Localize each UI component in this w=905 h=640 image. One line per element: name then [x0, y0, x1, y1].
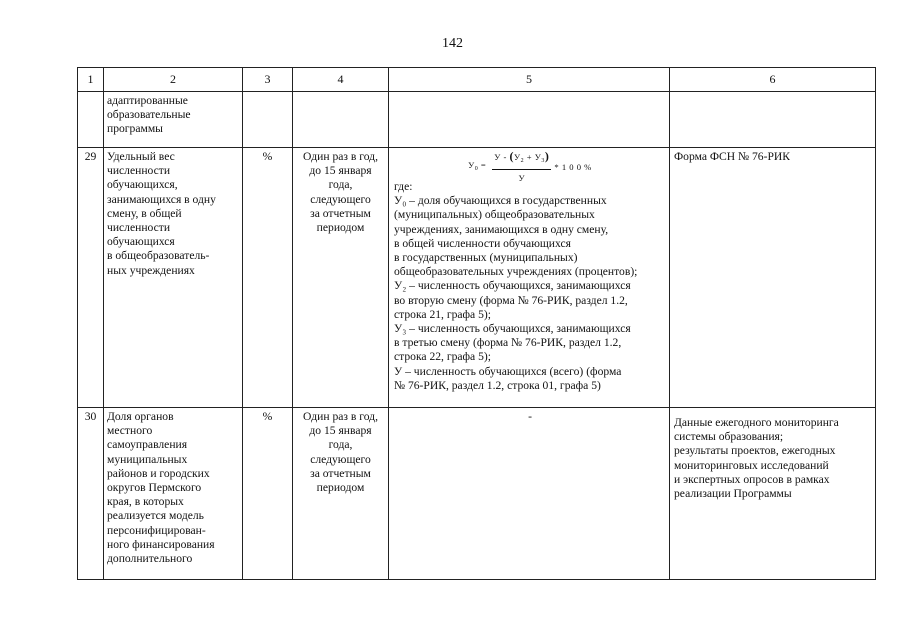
text-line: результаты проектов, ежегодных [674, 444, 836, 458]
text-line: занимающихся в одну [107, 192, 216, 206]
text-line: в государственных (муниципальных) [394, 251, 578, 265]
text-line: за отчетным [310, 206, 371, 220]
text-line: года, [328, 178, 353, 192]
text-line: районов и городских [107, 466, 210, 480]
text-line: численности [107, 164, 171, 178]
formula-symbol: У [514, 151, 521, 162]
text-line: мониторинговых исследований [674, 458, 829, 472]
formula-subscript: 2 [520, 157, 525, 164]
row-number: 29 [78, 148, 104, 408]
indicator-name [104, 148, 243, 408]
text-line: дополнительного [107, 552, 193, 566]
formula-lhs [468, 158, 486, 176]
formula-paren: ( [509, 148, 515, 163]
formula-operator: + [526, 151, 533, 162]
source-cell [670, 408, 876, 580]
text-line: Удельный вес [107, 150, 175, 163]
method-cell [389, 148, 670, 408]
text-line: Один раз в год, [303, 410, 378, 423]
text-line: программы [107, 122, 163, 136]
formula-denominator: У [518, 173, 526, 183]
formula-fraction [492, 149, 551, 185]
text-line: и экспертных опросов в рамках [674, 472, 830, 486]
text-line: У₃ – численность обучающихся, занимающихся [394, 322, 631, 336]
text-line: образовательные [107, 108, 191, 122]
formula-paren: ) [544, 148, 550, 163]
unit-cell: % [243, 148, 293, 408]
table-row [78, 148, 876, 408]
text-line: У – численность обучающихся (всего) (форма [394, 364, 622, 378]
text-line: за отчетным [310, 466, 371, 480]
text-line: смену, в общей [107, 206, 182, 220]
row-number: 30 [78, 408, 104, 580]
source-cell [670, 148, 876, 408]
text-line: учреждениях, занимающихся в одну смену, [394, 222, 609, 236]
unit-cell: % [243, 408, 293, 580]
calculation-formula [394, 148, 666, 183]
column-header: 6 [670, 68, 876, 92]
formula-multiplier: * 1 0 0 % [554, 161, 592, 172]
column-header: 2 [104, 68, 243, 92]
table-row [78, 92, 876, 148]
table-header-row [78, 68, 876, 92]
text-line: (муниципальных) общеобразовательных [394, 208, 595, 222]
column-header: 4 [293, 68, 389, 92]
frequency-cell [293, 408, 389, 580]
column-header: 3 [243, 68, 293, 92]
text-line: года, [328, 438, 353, 452]
text-line: реализуется модель [107, 509, 204, 523]
text-line: следующего [310, 192, 371, 206]
row-number [78, 92, 104, 148]
text-line: Данные ежегодного мониторинга [674, 416, 839, 429]
source-cell [670, 92, 876, 148]
text-line: У₀ – доля обучающихся в государственных [394, 194, 607, 208]
formula-equals: = [480, 159, 487, 170]
text-line: строка 21, графа 5); [394, 307, 491, 321]
text-line: края, в которых [107, 495, 184, 509]
text-line: У₂ – численность обучающихся, занимающихся [394, 279, 631, 293]
text-line: во вторую смену (форма № 76-РИК, раздел 1.2, [394, 293, 628, 307]
text-line: в третью смену (форма № 76-РИК, раздел 1.2, [394, 336, 622, 350]
text-line: № 76-РИК, раздел 1.2, строка 01, графа 5) [394, 378, 601, 392]
method-cell [389, 408, 670, 580]
text-line: строка 22, графа 5); [394, 350, 491, 364]
text-line: обучающихся, [107, 178, 178, 192]
text-line: адаптированные [107, 94, 188, 107]
text-line: самоуправления [107, 438, 188, 452]
text-line: реализации Программы [674, 487, 792, 501]
text-line: Форма ФСН № 76-РИК [674, 150, 791, 163]
column-header: 5 [389, 68, 670, 92]
text-line: муниципальных [107, 452, 188, 466]
formula-subscript: 0 [474, 165, 479, 172]
unit-cell [243, 92, 293, 148]
text-line: ного финансирования [107, 537, 215, 551]
formula-symbol: У [494, 151, 501, 162]
frequency-cell [293, 92, 389, 148]
formula-operator: - [503, 151, 507, 162]
text-line: в общеобразователь- [107, 249, 210, 263]
text-line: Один раз в год, [303, 150, 378, 163]
text-line: обучающихся [107, 235, 175, 249]
dash-placeholder: - [528, 410, 532, 423]
method-cell [389, 92, 670, 148]
formula-symbol: У [468, 159, 475, 170]
formula-symbol: У [534, 151, 542, 162]
text-line: до 15 января [309, 164, 372, 178]
text-line: персонифицирован- [107, 523, 206, 537]
table-row [78, 408, 876, 580]
text-line: периодом [316, 481, 365, 495]
text-line: общеобразовательных учреждениях (процентов); [394, 265, 638, 279]
indicators-table [77, 67, 876, 580]
indicator-name [104, 92, 243, 148]
text-line: ных учреждениях [107, 263, 195, 277]
page-number: 142 [442, 36, 463, 51]
indicator-name [104, 408, 243, 580]
column-header: 1 [78, 68, 104, 92]
text-line: Доля органов [107, 410, 174, 423]
text-line: округов Пермского [107, 481, 202, 495]
formula-subscript: 3 [541, 157, 545, 164]
text-line: следующего [310, 452, 371, 466]
text-line: местного [107, 424, 153, 438]
frequency-cell [293, 148, 389, 408]
text-line: до 15 января [309, 424, 372, 438]
text-line: где: [394, 180, 413, 193]
text-line: в общей численности обучающихся [394, 236, 571, 250]
formula-numerator [492, 149, 551, 170]
text-line: системы образования; [674, 430, 784, 444]
text-line: периодом [316, 221, 365, 235]
text-line: численности [107, 221, 171, 235]
